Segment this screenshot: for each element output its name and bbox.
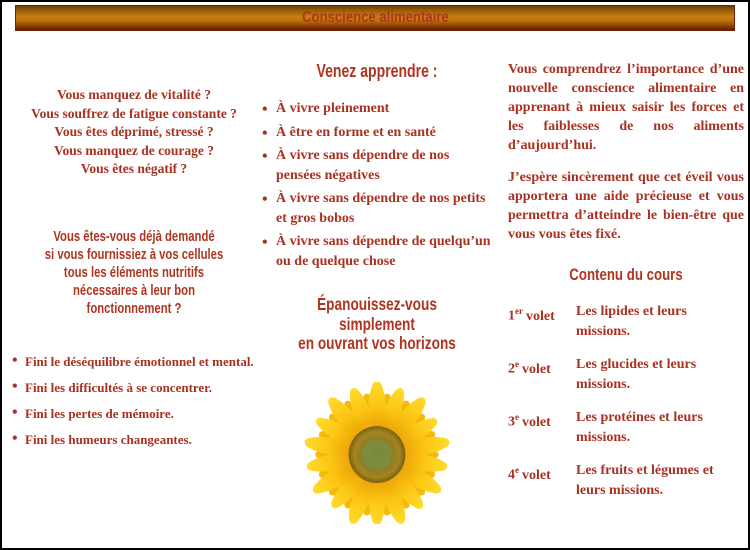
header-bar (15, 5, 735, 31)
questions-block (10, 86, 258, 179)
course-row (508, 302, 744, 341)
reflection-line: Vous êtes-vous déjà demandé (53, 228, 215, 245)
course-row-desc: Les glucides et leurs missions. (576, 357, 697, 392)
question-line: Vous souffrez de fatigue constante ? (31, 105, 237, 121)
course-row (508, 461, 744, 500)
list-item: • À vivre sans dépendre de nos petits et gros bobos (260, 189, 491, 228)
intro-paragraph: J’espère sincèrement que cet éveil vous apportera une aide précieuse et vous permettra d’atteindre le bien-être que vous vous êtes fixé. (508, 170, 744, 242)
list-item: • Fini les pertes de mémoire. (10, 406, 258, 421)
reflection-line: fonctionnement ? (86, 300, 182, 317)
right-column (508, 60, 744, 514)
question-line: Vous êtes déprimé, stressé ? (54, 124, 214, 139)
list-item: • À être en forme et en santé (260, 123, 491, 143)
question-line: Vous manquez de vitalité ? (56, 87, 211, 102)
course-row (508, 355, 744, 394)
tagline-line: en ouvrant vos horizons (298, 333, 456, 353)
list-item: • À vivre pleinement (260, 99, 491, 119)
list-item: • À vivre sans dépendre de quelqu’un ou de quelque chose (260, 232, 491, 271)
learn-heading: Venez apprendre : (316, 61, 438, 81)
list-item: • Fini les humeurs changeantes. (10, 432, 258, 447)
page-title: Conscience alimentaire (301, 9, 449, 26)
course-row-label: 4e volet (508, 465, 551, 483)
left-column (10, 86, 258, 458)
reflection-line: tous les éléments nutritifs (63, 264, 205, 281)
course-row-desc: Les protéines et leurs missions. (576, 410, 703, 445)
tagline-line: simplement (339, 313, 415, 334)
course-row-label: 3e volet (508, 412, 551, 430)
question-line: Vous manquez de courage ? (53, 142, 214, 158)
sunflower-icon (298, 382, 456, 524)
course-row-desc: Les lipides et leurs missions. (576, 304, 687, 339)
list-item: • À vivre sans dépendre de nos pensées négatives (260, 146, 491, 185)
learn-list (260, 99, 491, 271)
course-row-label: 2e volet (508, 359, 551, 377)
course-row-desc: Les fruits et légumes et leurs missions. (576, 463, 714, 498)
middle-column (260, 60, 494, 524)
course-row (508, 408, 744, 447)
sunflower-image (260, 382, 494, 524)
intro-paragraph: Vous comprendrez l’importance d’une nouvelle conscience alimentaire en apprenant à mieux saisir les forces et les faiblesses de nos aliments d’aujourd’hui. (508, 62, 744, 153)
tagline-block (286, 295, 469, 354)
reflection-line: si vous fournissiez à vos cellules (44, 246, 224, 263)
course-row-label: 1er volet (508, 306, 555, 324)
tagline-line: Épanouissez-vous (317, 294, 437, 314)
benefits-list (10, 354, 258, 447)
reflection-block (37, 228, 230, 318)
list-item: • Fini le déséquilibre émotionnel et mental. (10, 354, 258, 369)
course-heading: Contenu du cours (569, 265, 683, 284)
course-list (508, 302, 744, 500)
reflection-line: nécessaires à leur bon (73, 282, 195, 299)
question-line: Vous êtes négatif ? (80, 161, 188, 176)
list-item: • Fini les difficultés à se concentrer. (10, 380, 258, 395)
